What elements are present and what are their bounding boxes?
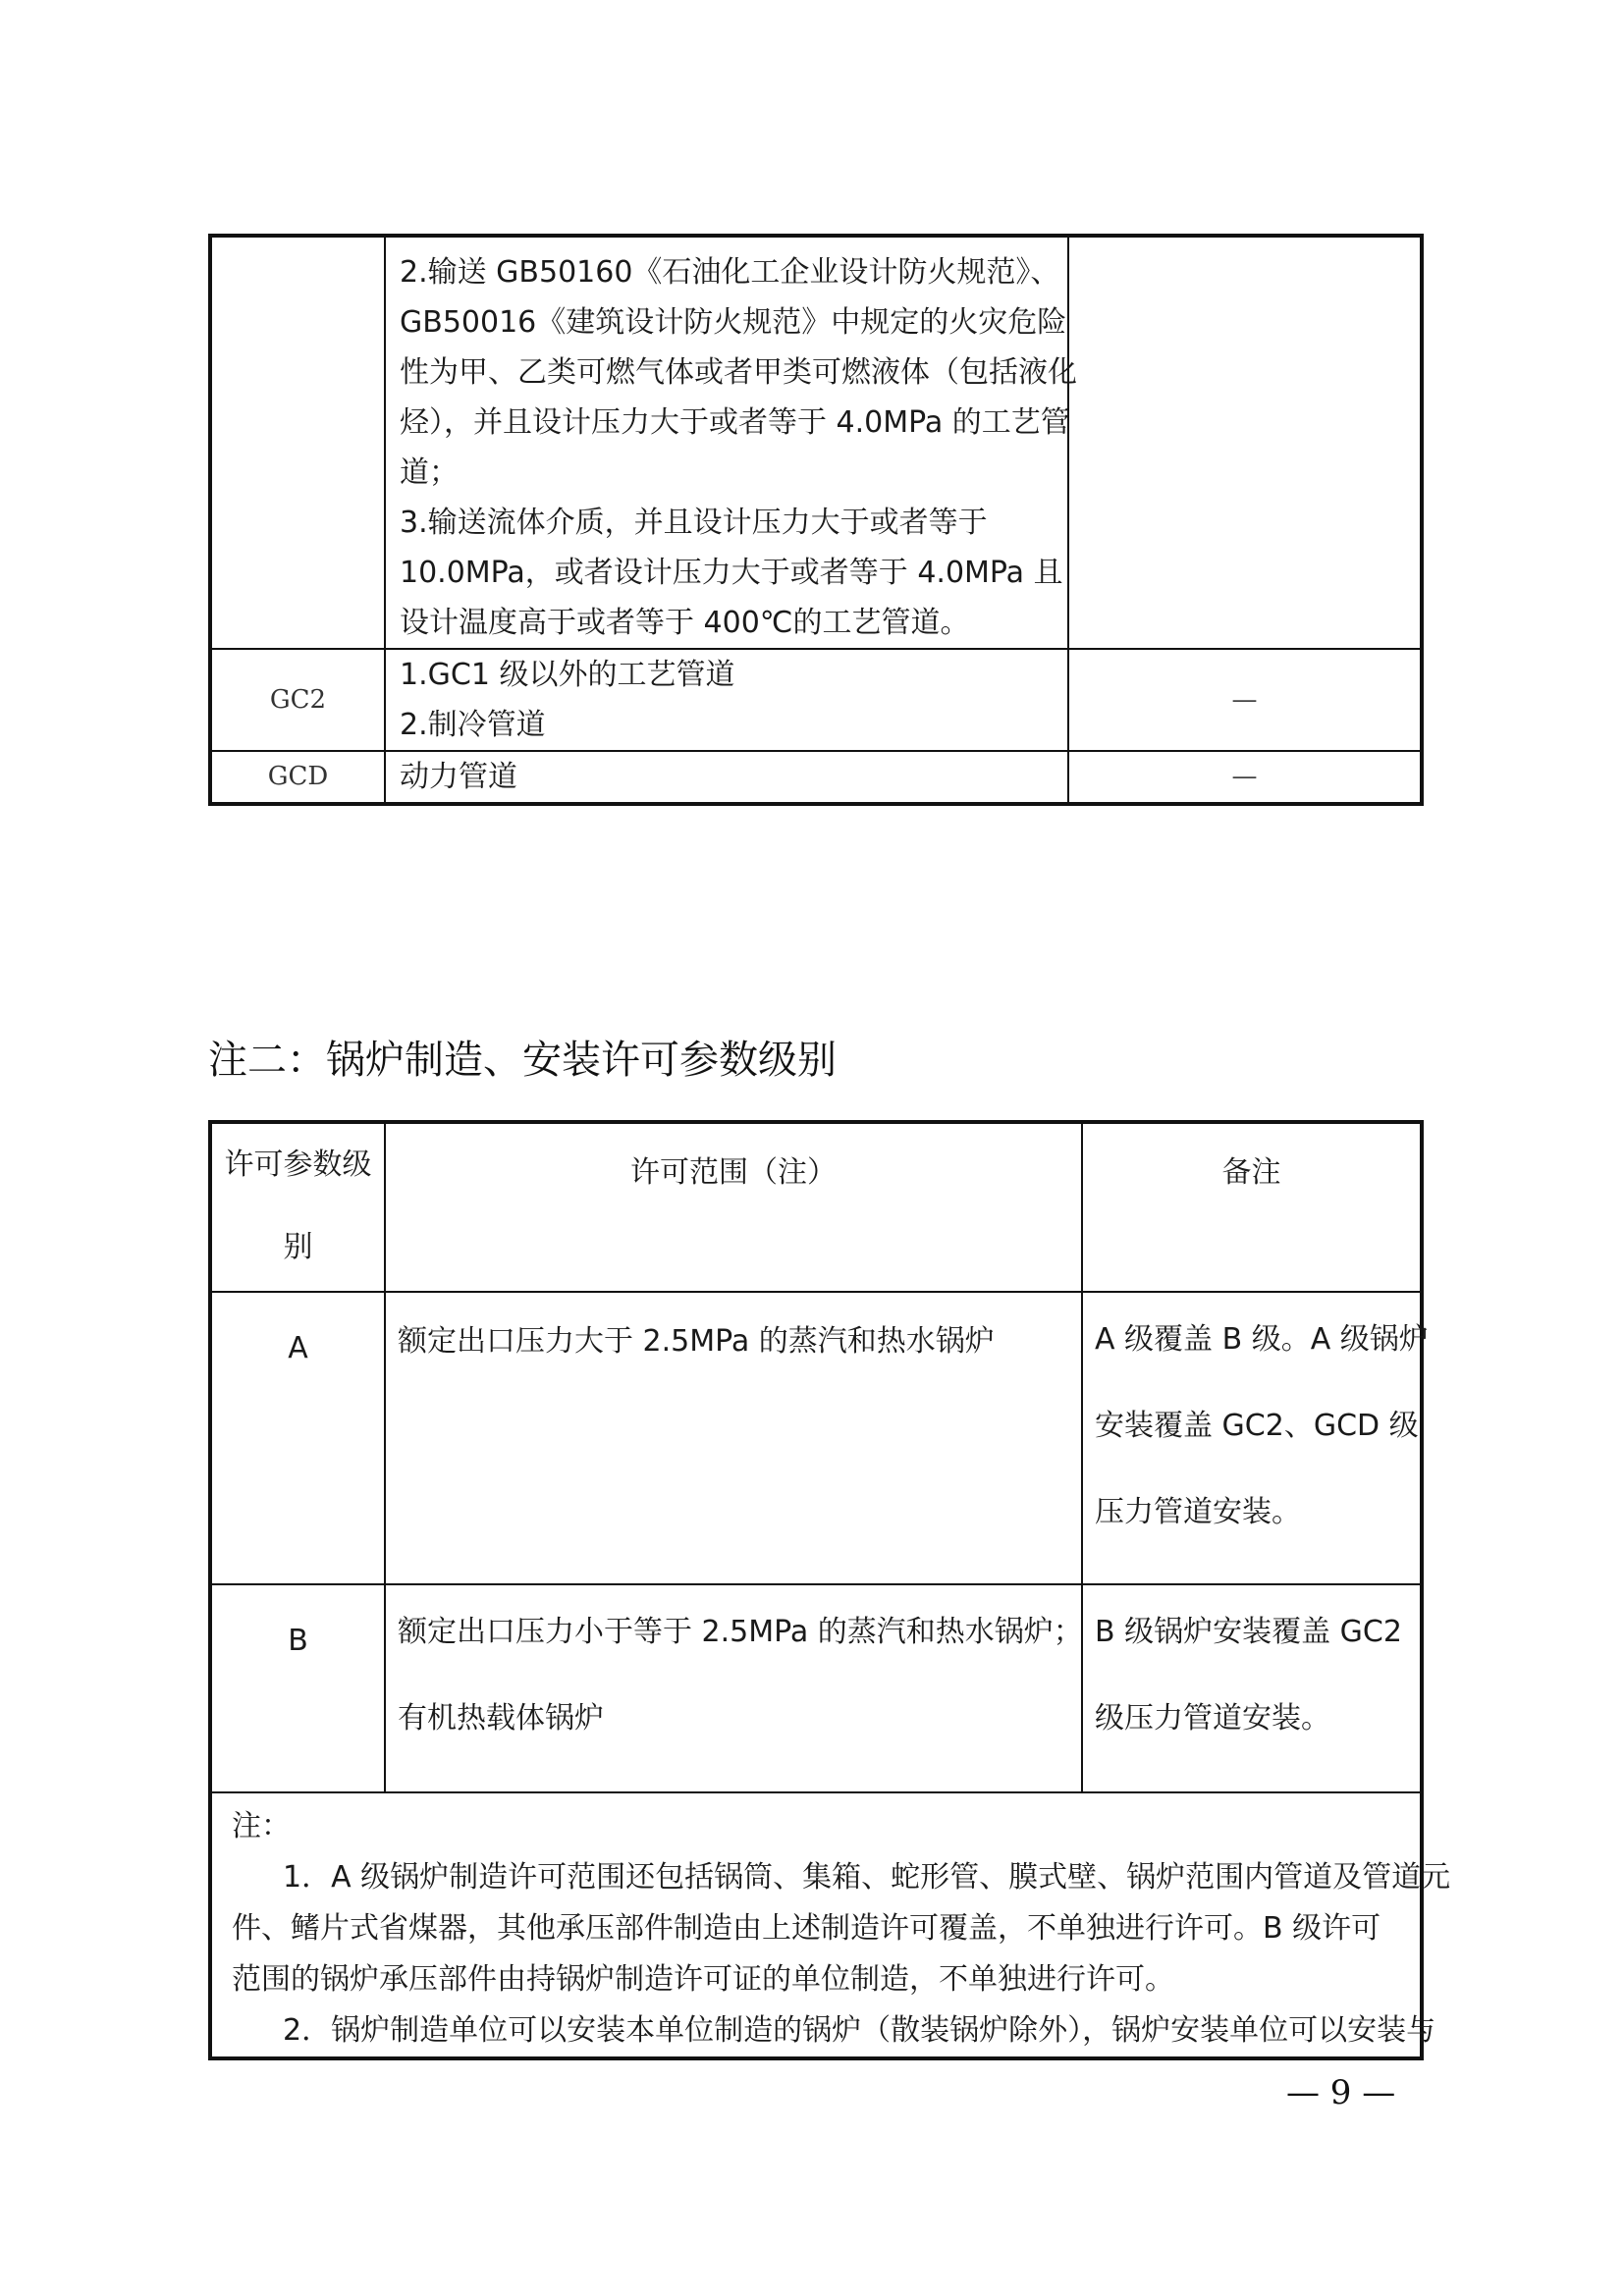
scope-cell: 额定出口压力大于 2.5MPa 的蒸汽和热水锅炉	[385, 1292, 1082, 1584]
note-line: 件、鳍片式省煤器，其他承压部件制造由上述制造许可覆盖，不单独进行许可。B 级许可	[232, 1911, 1381, 1946]
remark-cell: —	[1068, 649, 1422, 751]
scope-line: GB50016《建筑设计防火规范》中规定的火灾危险	[400, 305, 1067, 340]
pipe-level-table	[208, 234, 1424, 806]
note-line: 1．A 级锅炉制造许可范围还包括锅筒、集箱、蛇形管、膜式壁、锅炉范围内管道及管道元	[283, 1860, 1451, 1895]
scope-line: 1.GC1 级以外的工艺管道	[400, 658, 735, 692]
header-level-line: 别	[283, 1230, 313, 1264]
scope-cell	[385, 649, 1068, 751]
section-heading: 注二：锅炉制造、安装许可参数级别	[208, 1038, 837, 1083]
header-level	[210, 1122, 385, 1292]
scope-line: 2.输送 GB50160《石油化工企业设计防火规范》、	[400, 255, 1060, 290]
scope-line: 性为甲、乙类可燃气体或者甲类可燃液体（包括液化	[400, 355, 1077, 390]
notes-row	[210, 1792, 1422, 2058]
table-row	[210, 1292, 1422, 1584]
boiler-license-table	[208, 1120, 1451, 2060]
table-row	[210, 649, 1422, 751]
remark-line: 级压力管道安装。	[1095, 1701, 1330, 1735]
scope-cell: 动力管道	[385, 751, 1068, 804]
header-scope: 许可范围（注）	[385, 1122, 1082, 1292]
level-cell: GC2	[210, 649, 385, 751]
table-row	[210, 1584, 1422, 1792]
level-cell: GCD	[210, 751, 385, 804]
notes-cell	[210, 1792, 1451, 2058]
level-cell: A	[210, 1292, 385, 1584]
page-number: — 9 —	[1286, 2073, 1396, 2112]
scope-cell	[385, 236, 1077, 649]
remark-cell	[1068, 236, 1422, 649]
scope-line: 2.制冷管道	[400, 708, 546, 742]
scope-line: 额定出口压力小于等于 2.5MPa 的蒸汽和热水锅炉；	[398, 1615, 1083, 1649]
remark-cell	[1082, 1584, 1422, 1792]
scope-line: 有机热载体锅炉	[398, 1701, 604, 1735]
note-line: 范围的锅炉承压部件由持锅炉制造许可证的单位制造，不单独进行许可。	[232, 1962, 1174, 1997]
remark-line: B 级锅炉安装覆盖 GC2	[1095, 1615, 1402, 1649]
remark-line: A 级覆盖 B 级。A 级锅炉	[1095, 1322, 1429, 1357]
header-level-line: 许可参数级	[224, 1148, 372, 1182]
level-cell	[210, 236, 385, 649]
header-remark: 备注	[1082, 1122, 1422, 1292]
remark-line: 安装覆盖 GC2、GCD 级	[1095, 1409, 1419, 1443]
scope-line: 设计温度高于或者等于 400℃的工艺管道。	[400, 606, 970, 640]
remark-cell	[1082, 1292, 1429, 1584]
table-header-row	[210, 1122, 1422, 1292]
remark-cell: —	[1068, 751, 1422, 804]
scope-line: 道；	[400, 455, 459, 490]
level-cell: B	[210, 1584, 385, 1792]
table-row	[210, 236, 1422, 649]
scope-line: 10.0MPa，或者设计压力大于或者等于 4.0MPa 且	[400, 556, 1063, 590]
scope-cell	[385, 1584, 1082, 1792]
scope-line: 烃），并且设计压力大于或者等于 4.0MPa 的工艺管	[400, 405, 1070, 440]
note-line: 2．锅炉制造单位可以安装本单位制造的锅炉（散装锅炉除外），锅炉安装单位可以安装与	[283, 2013, 1436, 2048]
remark-line: 压力管道安装。	[1095, 1495, 1301, 1529]
table-row	[210, 751, 1422, 804]
scope-line: 3.输送流体介质，并且设计压力大于或者等于	[400, 506, 988, 540]
notes-title: 注：	[232, 1809, 291, 1843]
